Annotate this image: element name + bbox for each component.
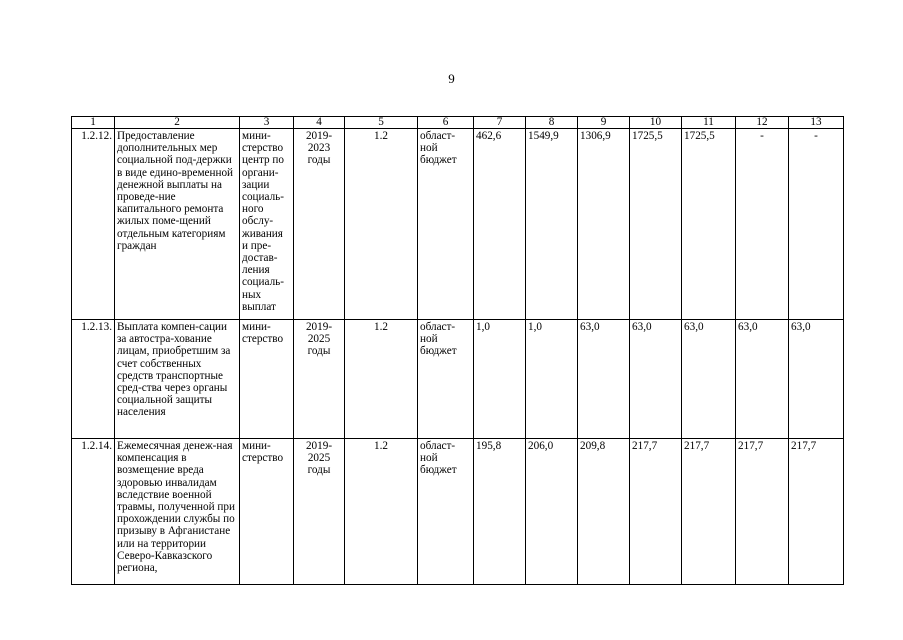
row-value: 217,7 xyxy=(789,439,844,585)
column-header: 5 xyxy=(345,117,418,129)
row-funding-source: област-ной бюджет xyxy=(418,129,474,320)
row-period: 2019-2025 годы xyxy=(294,320,345,439)
row-value: 462,6 xyxy=(474,129,526,320)
row-value: 1549,9 xyxy=(526,129,578,320)
row-value: 63,0 xyxy=(789,320,844,439)
column-header: 9 xyxy=(578,117,630,129)
column-header: 4 xyxy=(294,117,345,129)
column-header: 13 xyxy=(789,117,844,129)
table-row xyxy=(72,129,844,320)
column-header: 11 xyxy=(682,117,736,129)
row-description: Выплата компен-сации за автостра-хование лицам, приобретшим за счет собственных средств транспортные сред-ства через органы социальной защиты населения xyxy=(115,320,240,439)
column-header: 7 xyxy=(474,117,526,129)
row-value: 217,7 xyxy=(630,439,682,585)
column-header: 1 xyxy=(72,117,115,129)
row-value: 1306,9 xyxy=(578,129,630,320)
row-section: 1.2 xyxy=(345,439,418,585)
table-row xyxy=(72,320,844,439)
row-value: 217,7 xyxy=(736,439,789,585)
row-value: 1725,5 xyxy=(682,129,736,320)
row-value: 63,0 xyxy=(630,320,682,439)
column-header: 8 xyxy=(526,117,578,129)
row-value: 206,0 xyxy=(526,439,578,585)
column-header: 10 xyxy=(630,117,682,129)
row-code: 1.2.13. xyxy=(72,320,115,439)
row-code: 1.2.12. xyxy=(72,129,115,320)
row-value: 63,0 xyxy=(578,320,630,439)
row-value: 209,8 xyxy=(578,439,630,585)
column-header: 6 xyxy=(418,117,474,129)
row-period: 2019-2023 годы xyxy=(294,129,345,320)
page-number: 9 xyxy=(448,71,455,86)
row-description: Предоставление дополнительных мер социальной под-держки в виде едино-временной денежной выплаты на проведе-ние капитального ремонта жилых поме-щений отдельным категориям граждан xyxy=(115,129,240,320)
row-description: Ежемесячная денеж-ная компенсация в возмещение вреда здоровью инвалидам вследствие военной травмы, полученной при прохождении службы по призыву в Афганистане или на территории Северо-Кавказского региона, xyxy=(115,439,240,585)
table-row xyxy=(72,439,844,585)
row-value: 217,7 xyxy=(682,439,736,585)
row-period: 2019-2025 годы xyxy=(294,439,345,585)
row-value: - xyxy=(736,129,789,320)
row-section: 1.2 xyxy=(345,129,418,320)
row-value: 1725,5 xyxy=(630,129,682,320)
row-value: 195,8 xyxy=(474,439,526,585)
row-value: 63,0 xyxy=(682,320,736,439)
row-value: 63,0 xyxy=(736,320,789,439)
row-funding-source: област-ной бюджет xyxy=(418,320,474,439)
column-number-row xyxy=(72,117,844,129)
program-measures-table xyxy=(71,116,844,585)
row-section: 1.2 xyxy=(345,320,418,439)
column-header: 3 xyxy=(240,117,294,129)
row-department: мини-стерство центр по органи-зации социаль-ного обслу-живания и пре-достав-ления социаль-ных выплат xyxy=(240,129,294,320)
row-funding-source: област-ной бюджет xyxy=(418,439,474,585)
row-code: 1.2.14. xyxy=(72,439,115,585)
row-department: мини-стерство xyxy=(240,439,294,585)
row-value: 1,0 xyxy=(474,320,526,439)
row-value: - xyxy=(789,129,844,320)
column-header: 2 xyxy=(115,117,240,129)
row-department: мини-стерство xyxy=(240,320,294,439)
column-header: 12 xyxy=(736,117,789,129)
row-value: 1,0 xyxy=(526,320,578,439)
